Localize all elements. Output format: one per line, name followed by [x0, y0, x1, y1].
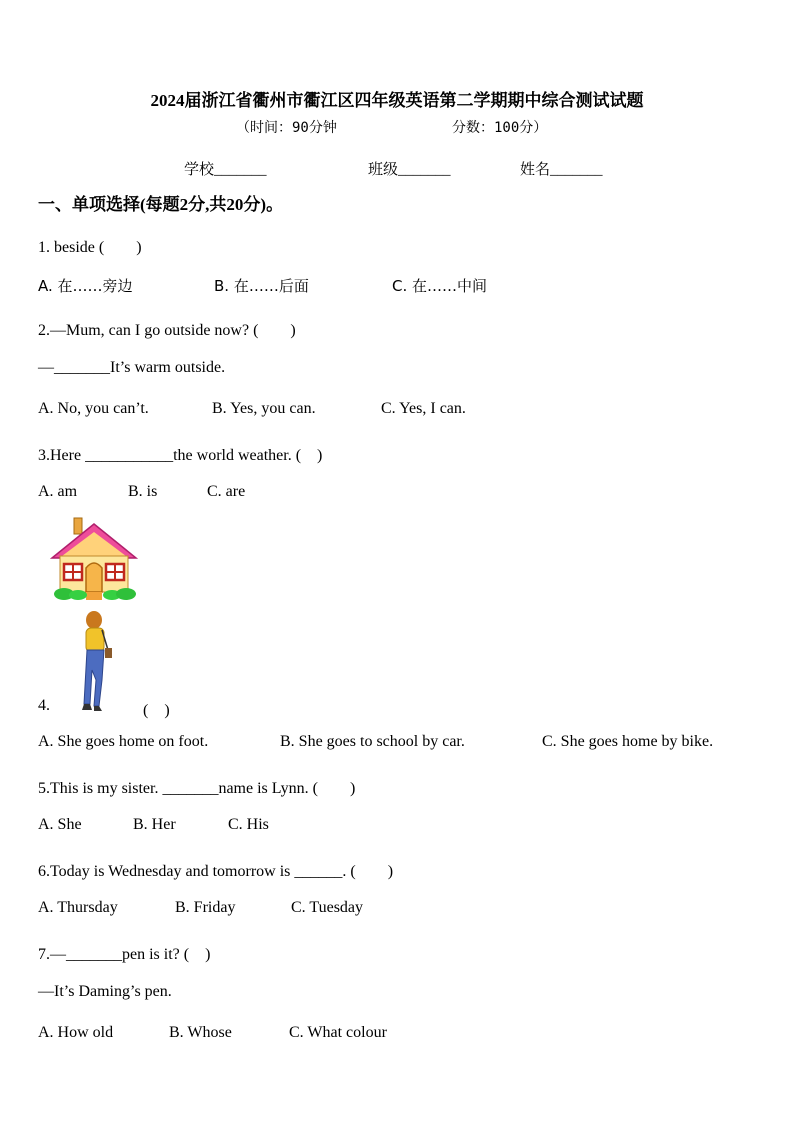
section-title: 一、单项选择(每题2分,共20分)。: [38, 195, 284, 214]
time-limit: （时间：90分钟: [236, 120, 337, 136]
q4-option-c: C. She goes home by bike.: [542, 733, 714, 750]
total-score: 分数：100分）: [452, 120, 548, 136]
school-field: 学校_______: [184, 162, 267, 178]
girl-walking-illustration: [74, 610, 118, 714]
q7-option-b: B. Whose: [169, 1024, 232, 1041]
q3-option-b: B. is: [128, 483, 158, 500]
question-1-stem: 1. beside ( ): [38, 239, 142, 256]
question-4-answer-paren: ( ): [143, 702, 170, 719]
question-7-stem: 7.—_______pen is it? ( ): [38, 946, 211, 963]
question-2-stem: 2.—Mum, can I go outside now? ( ): [38, 322, 296, 339]
question-3-stem: 3.Here ___________the world weather. ( ): [38, 447, 323, 464]
q3-option-c: C. are: [207, 483, 246, 500]
question-5-stem: 5.This is my sister. _______name is Lynn. ( ): [38, 780, 356, 797]
question-4-number: 4.: [38, 697, 50, 714]
q4-option-a: A. She goes home on foot.: [38, 733, 209, 750]
q2-option-c: C. Yes, I can.: [381, 400, 466, 417]
q5-option-b: B. Her: [133, 816, 176, 833]
q6-option-a: A. Thursday: [38, 899, 118, 916]
class-field: 班级_______: [368, 162, 451, 178]
q7-option-c: C. What colour: [289, 1024, 387, 1041]
question-2-response: —_______It’s warm outside.: [38, 359, 226, 376]
q5-option-c: C. His: [228, 816, 269, 833]
q2-option-a: A. No, you can’t.: [38, 400, 149, 417]
q3-option-a: A. am: [38, 483, 78, 500]
page-title: 2024届浙江省衢州市衢江区四年级英语第二学期期中综合测试试题: [150, 91, 644, 110]
q6-option-b: B. Friday: [175, 899, 236, 916]
q2-option-b: B. Yes, you can.: [212, 400, 316, 417]
q4-option-b: B. She goes to school by car.: [280, 733, 465, 750]
q1-option-c: C. 在……中间: [392, 277, 488, 295]
question-6-stem: 6.Today is Wednesday and tomorrow is ______. ( ): [38, 863, 394, 880]
q7-option-a: A. How old: [38, 1024, 114, 1041]
q1-option-b: B. 在……后面: [214, 277, 309, 295]
question-7-response: —It’s Daming’s pen.: [38, 983, 172, 1000]
q6-option-c: C. Tuesday: [291, 899, 364, 916]
q5-option-a: A. She: [38, 816, 82, 833]
name-field: 姓名_______: [520, 162, 603, 178]
q1-option-a: A. 在……旁边: [38, 277, 133, 295]
house-illustration: [50, 514, 140, 606]
